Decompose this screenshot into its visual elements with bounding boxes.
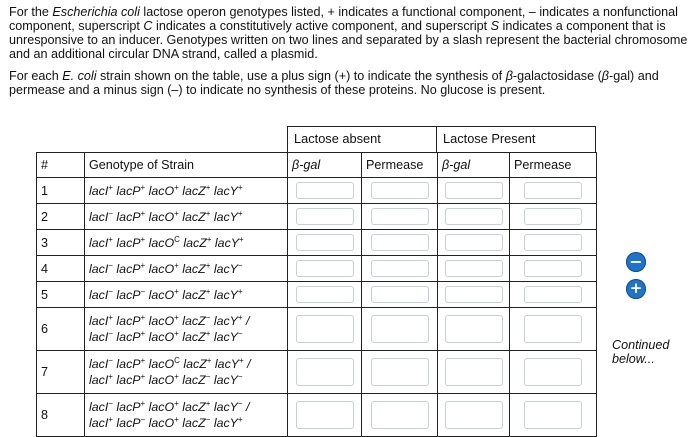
answer-input-permease-present[interactable] [524, 358, 582, 386]
answer-input-permease-present[interactable] [524, 260, 582, 277]
answer-cell-permease-present [510, 204, 597, 230]
gene-symbol: lacZ [183, 357, 207, 371]
answer-input-permease-absent[interactable] [371, 315, 429, 343]
allele-superscript: C [174, 234, 180, 244]
gene-symbol: lacZ [182, 416, 206, 430]
allele-superscript: + [174, 313, 179, 322]
answer-input-permease-present[interactable] [524, 315, 582, 343]
gene-symbol: lacY [213, 400, 238, 414]
answer-cell-bgal-present [438, 256, 510, 282]
answer-input-permease-absent[interactable] [371, 358, 429, 386]
row-number: 2 [37, 204, 85, 230]
genotype-cell [85, 204, 288, 230]
answer-cell-bgal-absent [288, 178, 362, 204]
allele-superscript: + [205, 208, 211, 218]
answer-input-bgal-absent[interactable] [296, 358, 354, 386]
answer-cell-permease-absent [362, 394, 438, 437]
answer-input-bgal-present[interactable] [445, 286, 503, 303]
answer-cell-permease-absent [362, 256, 438, 282]
gene-symbol: lacI [89, 357, 109, 371]
allele-superscript: + [237, 182, 243, 192]
answer-cell-bgal-absent [288, 282, 362, 308]
gene-symbol: lacP [116, 416, 141, 430]
allele-superscript: + [174, 286, 179, 296]
zoom-in-button[interactable]: + [626, 279, 646, 299]
gene-symbol: lacY [213, 330, 238, 344]
row-number: 7 [37, 351, 85, 394]
allele-superscript: + [237, 415, 243, 424]
header-bgal-present: β-gal [438, 153, 510, 178]
gene-symbol: lacP [116, 261, 141, 276]
genotype-line [89, 415, 283, 431]
table-row [37, 204, 597, 230]
gene-symbol: lacO [148, 287, 175, 302]
gene-symbol: / [247, 357, 251, 371]
answer-cell-permease-absent [362, 351, 438, 394]
gene-symbol: lacZ [183, 235, 207, 250]
genotype-table [36, 152, 597, 437]
allele-superscript: − [205, 415, 211, 424]
gene-symbol: lacP [116, 357, 141, 371]
allele-superscript: − [108, 329, 113, 338]
allele-superscript: + [239, 234, 244, 244]
allele-superscript: + [140, 329, 146, 338]
answer-input-permease-present[interactable] [524, 401, 582, 429]
gene-symbol: lacZ [182, 183, 206, 198]
allele-superscript: + [174, 329, 179, 338]
answer-cell-permease-present [510, 256, 597, 282]
gene-symbol: lacI [89, 261, 109, 276]
genotype-line [89, 313, 283, 329]
genotype-line [89, 209, 283, 225]
answer-cell-permease-present [510, 230, 597, 256]
gene-symbol: lacY [214, 357, 240, 371]
header-bgal-absent: β-gal [288, 153, 362, 178]
row-number: 5 [37, 282, 85, 308]
allele-superscript: C [174, 356, 180, 365]
allele-superscript: − [205, 313, 211, 322]
gene-symbol: lacO [148, 400, 175, 414]
answer-input-permease-absent[interactable] [371, 182, 429, 199]
gene-symbol: lacY [213, 314, 238, 328]
answer-cell-permease-present [510, 394, 597, 437]
allele-superscript: + [237, 313, 243, 322]
gene-symbol: lacO [148, 373, 175, 387]
answer-cell-permease-absent [362, 282, 438, 308]
answer-input-bgal-absent[interactable] [296, 260, 354, 277]
answer-input-bgal-absent[interactable] [296, 286, 354, 303]
answer-input-bgal-present[interactable] [445, 208, 503, 225]
gene-symbol: lacZ [182, 287, 206, 302]
gene-symbol: lacY [213, 183, 238, 198]
allele-superscript: + [140, 356, 146, 365]
genotype-line [89, 287, 283, 303]
table-row [37, 282, 597, 308]
allele-superscript: + [206, 356, 212, 365]
genotype-cell [85, 178, 288, 204]
gene-symbol: lacO [148, 183, 175, 198]
gene-symbol: lacI [89, 314, 109, 328]
answer-input-bgal-absent[interactable] [296, 182, 354, 199]
gene-symbol: lacY [213, 261, 238, 276]
allele-superscript: + [206, 234, 212, 244]
gene-symbol: lacZ [182, 330, 206, 344]
allele-superscript: + [140, 208, 146, 218]
header-permease-absent: Permease [362, 153, 438, 178]
gene-symbol: lacY [214, 235, 240, 250]
answer-input-permease-absent[interactable] [371, 286, 429, 303]
gene-symbol: lacP [116, 287, 141, 302]
allele-superscript: − [108, 399, 113, 408]
allele-superscript: − [108, 260, 113, 270]
gene-symbol: lacZ [182, 209, 206, 224]
gene-symbol: lacI [89, 330, 109, 344]
answer-input-permease-absent[interactable] [371, 208, 429, 225]
answer-input-bgal-absent[interactable] [296, 234, 354, 251]
allele-superscript: + [237, 286, 243, 296]
answer-input-permease-present[interactable] [524, 208, 582, 225]
answer-input-bgal-present[interactable] [445, 260, 503, 277]
genotype-cell [85, 308, 288, 351]
genotype-table-wrapper [36, 126, 596, 437]
allele-superscript: + [239, 356, 244, 365]
gene-symbol: lacO [148, 209, 175, 224]
table-row [37, 351, 597, 394]
allele-superscript: + [108, 182, 113, 192]
genotype-cell [85, 256, 288, 282]
answer-cell-permease-present [510, 282, 597, 308]
gene-symbol: lacZ [182, 261, 206, 276]
gene-symbol: lacZ [182, 400, 206, 414]
allele-superscript: + [174, 372, 179, 381]
gene-symbol: lacP [116, 314, 141, 328]
answer-input-permease-present[interactable] [524, 182, 582, 199]
allele-superscript: − [140, 415, 146, 424]
answer-cell-permease-present [510, 178, 597, 204]
gene-symbol: lacO [148, 330, 175, 344]
genotype-line [89, 372, 283, 388]
row-number: 6 [37, 308, 85, 351]
lactose-group-header [36, 126, 596, 152]
answer-cell-permease-absent [362, 178, 438, 204]
allele-superscript: + [205, 329, 211, 338]
gene-symbol: lacZ [182, 314, 206, 328]
header-genotype: Genotype of Strain [85, 153, 288, 178]
gene-symbol: lacY [213, 416, 238, 430]
allele-superscript: + [205, 182, 211, 192]
gene-symbol: lacO [148, 235, 175, 250]
answer-cell-permease-absent [362, 230, 438, 256]
table-row [37, 178, 597, 204]
answer-input-permease-present[interactable] [524, 286, 582, 303]
row-number: 4 [37, 256, 85, 282]
allele-superscript: + [205, 286, 211, 296]
answer-cell-permease-absent [362, 204, 438, 230]
answer-cell-bgal-absent [288, 351, 362, 394]
answer-cell-bgal-absent [288, 256, 362, 282]
gene-symbol: lacP [116, 183, 141, 198]
gene-symbol: lacZ [182, 373, 206, 387]
gene-symbol: lacO [148, 314, 175, 328]
gene-symbol: lacI [89, 183, 109, 198]
allele-superscript: + [140, 372, 146, 381]
allele-superscript: − [108, 356, 113, 365]
gene-symbol: lacO [148, 357, 175, 371]
genotype-line [89, 356, 283, 372]
allele-superscript: + [140, 399, 146, 408]
answer-cell-bgal-present [438, 282, 510, 308]
gene-symbol: lacO [148, 261, 175, 276]
allele-superscript: + [174, 208, 179, 218]
answer-input-bgal-absent[interactable] [296, 208, 354, 225]
lactose-present-header: Lactose Present [437, 126, 596, 152]
instructions-paragraph-2: For each E. coli strain shown on the table, use a plus sign (+) to indicate the synthesis of β-galactosidase (β-gal) and permease and a minus sign (–) to indicate no synthesis of these proteins. No glucose is present. [9, 69, 659, 97]
answer-cell-bgal-present [438, 178, 510, 204]
answer-input-permease-absent[interactable] [371, 234, 429, 251]
answer-cell-permease-present [510, 308, 597, 351]
answer-input-bgal-absent[interactable] [296, 401, 354, 429]
gene-symbol: / [246, 400, 250, 414]
answer-cell-bgal-present [438, 351, 510, 394]
table-row [37, 256, 597, 282]
genotype-line [89, 261, 283, 277]
instructions [9, 5, 693, 105]
table-row [37, 308, 597, 351]
allele-superscript: + [108, 415, 113, 424]
row-number: 3 [37, 230, 85, 256]
allele-superscript: + [140, 260, 146, 270]
allele-superscript: − [108, 208, 113, 218]
gene-symbol: lacI [89, 400, 109, 414]
genotype-cell [85, 282, 288, 308]
genotype-line [89, 183, 283, 199]
answer-cell-permease-absent [362, 308, 438, 351]
allele-superscript: − [237, 372, 243, 381]
genotype-line [89, 329, 283, 345]
answer-cell-bgal-absent [288, 394, 362, 437]
table-row [37, 230, 597, 256]
allele-superscript: + [205, 260, 211, 270]
row-number: 1 [37, 178, 85, 204]
gene-symbol: lacP [116, 400, 141, 414]
gene-symbol: lacP [116, 235, 141, 250]
gene-symbol: lacI [89, 287, 109, 302]
allele-superscript: − [205, 372, 211, 381]
answer-cell-bgal-absent [288, 204, 362, 230]
allele-superscript: − [108, 286, 113, 296]
genotype-cell [85, 351, 288, 394]
allele-superscript: + [108, 372, 113, 381]
gene-symbol: lacI [89, 373, 109, 387]
allele-superscript: + [205, 399, 211, 408]
answer-cell-bgal-present [438, 308, 510, 351]
genotype-line [89, 235, 283, 251]
gene-symbol: lacP [116, 330, 141, 344]
row-number: 8 [37, 394, 85, 437]
allele-superscript: + [140, 313, 146, 322]
answer-input-bgal-present[interactable] [445, 234, 503, 251]
allele-superscript: + [174, 399, 179, 408]
lactose-absent-header: Lactose absent [287, 126, 437, 152]
allele-superscript: − [237, 260, 243, 270]
gene-symbol: lacO [148, 416, 175, 430]
gene-symbol: lacI [89, 416, 109, 430]
allele-superscript: + [140, 234, 146, 244]
allele-superscript: − [237, 329, 243, 338]
answer-input-bgal-present[interactable] [445, 315, 503, 343]
continued-note: Continued below... [612, 338, 670, 366]
allele-superscript: + [108, 234, 113, 244]
allele-superscript: + [174, 182, 179, 192]
answer-cell-permease-present [510, 351, 597, 394]
instructions-paragraph-1: For the Escherichia coli lactose operon genotypes listed, + indicates a functional component, – indicates a nonfunctional component, superscript C indicates a constitutively active component, and superscript S indicates a component that is unresponsive to an inducer. Genotypes written on two lines and separated by a slash represent the bacterial chromosome and an additional circular DNA strand, called a plasmid. [9, 5, 688, 61]
answer-input-permease-absent[interactable] [371, 401, 429, 429]
gene-symbol: lacY [213, 287, 238, 302]
answer-cell-bgal-absent [288, 308, 362, 351]
header-number: # [37, 153, 85, 178]
answer-input-bgal-absent[interactable] [296, 315, 354, 343]
answer-input-permease-absent[interactable] [371, 260, 429, 277]
gene-symbol: / [246, 314, 250, 328]
gene-symbol: lacP [116, 373, 141, 387]
table-row [37, 394, 597, 437]
allele-superscript: + [174, 415, 179, 424]
allele-superscript: + [108, 313, 113, 322]
gene-symbol: lacI [89, 209, 109, 224]
gene-symbol: lacY [213, 209, 238, 224]
answer-input-bgal-present[interactable] [445, 358, 503, 386]
gene-symbol: lacP [116, 209, 141, 224]
genotype-cell [85, 394, 288, 437]
answer-input-bgal-present[interactable] [445, 182, 503, 199]
answer-cell-bgal-present [438, 394, 510, 437]
answer-cell-bgal-present [438, 230, 510, 256]
answer-input-permease-present[interactable] [524, 234, 582, 251]
allele-superscript: + [174, 260, 179, 270]
answer-cell-bgal-present [438, 204, 510, 230]
allele-superscript: − [237, 399, 243, 408]
gene-symbol: lacI [89, 235, 109, 250]
gene-symbol: lacY [213, 373, 238, 387]
genotype-cell [85, 230, 288, 256]
allele-superscript: + [140, 182, 146, 192]
answer-cell-bgal-absent [288, 230, 362, 256]
genotype-line [89, 399, 283, 415]
header-permease-present: Permease [510, 153, 597, 178]
allele-superscript: + [237, 208, 243, 218]
allele-superscript: − [140, 286, 146, 296]
answer-input-bgal-present[interactable] [445, 401, 503, 429]
zoom-out-button[interactable]: − [626, 252, 646, 272]
